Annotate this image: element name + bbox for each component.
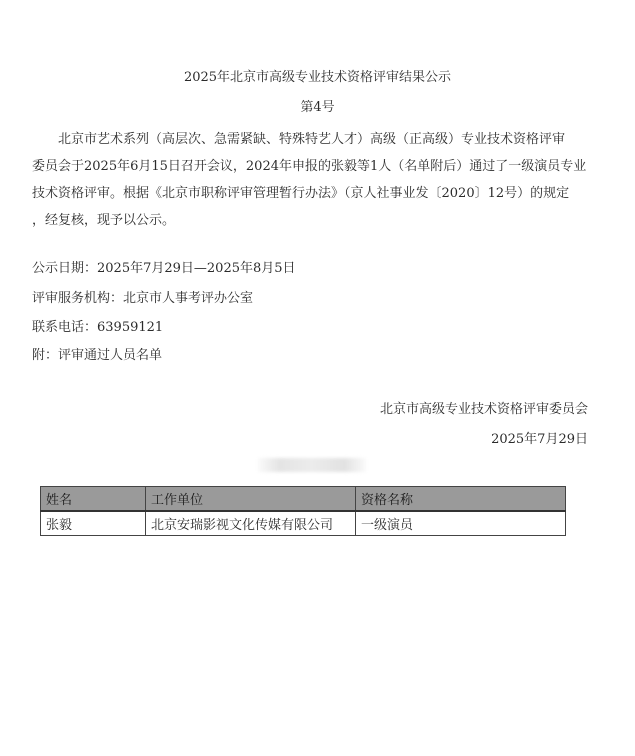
service-agency: 评审服务机构：北京市人事考评办公室: [32, 291, 254, 306]
body-line-4: ，经复核，现予以公示。: [32, 213, 176, 228]
contact-phone: 联系电话：63959121: [32, 320, 164, 335]
table-header-row: [41, 487, 566, 512]
attachment-note: 附：评审通过人员名单: [32, 348, 163, 363]
header-work-unit: 工作单位: [146, 487, 356, 512]
cell-name: 张毅: [41, 511, 146, 536]
body-line-2: 委员会于2025年6月15日召开会议，2024年申报的张毅等1人（名单附后）通过了一级演员专业: [32, 159, 587, 174]
table-row: [41, 511, 566, 536]
header-name: 姓名: [41, 487, 146, 512]
cell-work-unit: 北京安瑞影视文化传媒有限公司: [146, 511, 356, 536]
publicity-date: 公示日期：2025年7月29日—2025年8月5日: [32, 261, 296, 276]
body-line-3: 技术资格评审。根据《北京市职称评审管理暂行办法》（京人社事业发〔2020〕12号）的规定: [32, 186, 570, 201]
body-line-1: 北京市艺术系列（高层次、急需紧缺、特殊特艺人才）高级（正高级）专业技术资格评审: [58, 132, 566, 147]
approved-personnel-table: [40, 486, 566, 536]
watermark-blur: [258, 458, 366, 472]
cell-qualification: 一级演员: [356, 511, 566, 536]
signature-date: 2025年7月29日: [491, 432, 588, 447]
header-qualification: 资格名称: [356, 487, 566, 512]
page-title: 2025年北京市高级专业技术资格评审结果公示: [183, 70, 452, 85]
document-number: 第4号: [300, 100, 335, 115]
signature-org: 北京市高级专业技术资格评审委员会: [379, 402, 588, 417]
